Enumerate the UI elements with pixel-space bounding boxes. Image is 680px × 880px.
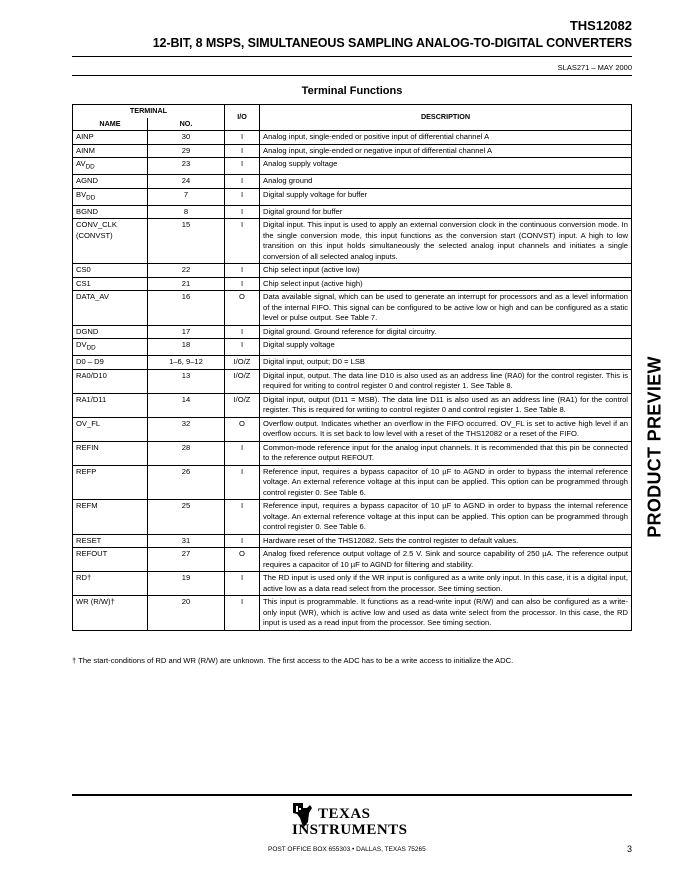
terminal-name	[73, 158, 148, 175]
table-row	[73, 572, 632, 596]
header-rule-2	[72, 75, 632, 76]
description-header: DESCRIPTION	[260, 105, 632, 131]
terminal-number: 16	[148, 291, 225, 326]
table-row	[73, 131, 632, 145]
terminal-io: I	[225, 534, 260, 548]
terminal-description: Chip select input (active high)	[260, 277, 632, 291]
terminal-name	[73, 548, 148, 572]
terminal-io: I	[225, 158, 260, 175]
terminal-io: I/O/Z	[225, 369, 260, 393]
terminal-number: 26	[148, 465, 225, 500]
terminal-description: Analog input, single-ended or negative input of differential channel A	[260, 144, 632, 158]
terminal-number: 29	[148, 144, 225, 158]
terminal-name-text: REFP	[76, 466, 97, 476]
terminal-name	[73, 325, 148, 339]
terminal-description: Analog fixed reference output voltage of 2.5 V. Sink and source capability of 250 µA. The reference output requires a capacitor of 10 µF to AGND for filtering and stability.	[260, 548, 632, 572]
table-row	[73, 548, 632, 572]
ti-wordmark	[292, 806, 408, 838]
terminal-description: Digital supply voltage for buffer	[260, 188, 632, 205]
table-row	[73, 596, 632, 631]
page-number: 3	[626, 844, 632, 854]
no-header: NO.	[148, 118, 225, 131]
table-row	[73, 277, 632, 291]
io-header: I/O	[225, 105, 260, 131]
terminal-io: I	[225, 175, 260, 189]
terminal-io: O	[225, 548, 260, 572]
terminal-name-text: AGND	[76, 176, 98, 186]
table-row	[73, 534, 632, 548]
terminal-io: I	[225, 205, 260, 219]
terminal-name-text: WR (R/W)†	[76, 597, 115, 607]
terminal-name	[73, 175, 148, 189]
table-row	[73, 417, 632, 441]
table-row	[73, 188, 632, 205]
terminal-io: I	[225, 596, 260, 631]
terminal-description: Reference input, requires a bypass capacitor of 10 µF to AGND in order to bypass the internal reference voltage. An external reference voltage at this input can be applied. This option can be programmed through control register 0. See Table 6.	[260, 500, 632, 535]
terminal-name-text: CS1	[76, 278, 91, 288]
terminal-description: Analog ground	[260, 175, 632, 189]
terminal-name	[73, 441, 148, 465]
terminal-io: I	[225, 325, 260, 339]
table-body	[73, 131, 632, 631]
terminal-name-text: AINP	[76, 132, 94, 141]
table-row	[73, 325, 632, 339]
footer-address: POST OFFICE BOX 655303 • DALLAS, TEXAS 75265	[268, 846, 426, 853]
terminal-description: Digital input, output (D11 = MSB). The data line D11 is also used as an address line (RA1) for the control register. This is required for writing to control register 0 and control register 1. See Table 8.	[260, 393, 632, 417]
terminal-number: 13	[148, 369, 225, 393]
terminal-name	[73, 131, 148, 145]
terminal-description: Digital input, output. The data line D10 is also used as an address line (RA0) for the control register. This is required for writing to control register 0 and control register 1. See Table 8.	[260, 369, 632, 393]
table-row	[73, 205, 632, 219]
document-title: 12-BIT, 8 MSPS, SIMULTANEOUS SAMPLING ANALOG-TO-DIGITAL CONVERTERS	[152, 36, 632, 50]
terminal-io: I	[225, 219, 260, 264]
terminal-description: Hardware reset of the THS12082. Sets the control register to default values.	[260, 534, 632, 548]
terminal-io: I	[225, 339, 260, 356]
terminal-name	[73, 144, 148, 158]
terminal-number: 22	[148, 264, 225, 278]
terminal-number: 20	[148, 596, 225, 631]
terminal-description: This input is programmable. It functions as a read-write input (R/W) and can also be configured as a write-only input (WR), which is active low and used as data write select from the processor. In this case, the RD input is used as a read input from the processor. See timing section.	[260, 596, 632, 631]
terminal-io: I	[225, 264, 260, 278]
terminal-number: 1–6, 9–12	[148, 356, 225, 370]
table-row	[73, 393, 632, 417]
terminal-name-text: CONV_CLK (CONVST)	[76, 220, 117, 240]
terminal-io: O	[225, 291, 260, 326]
terminal-io: I	[225, 277, 260, 291]
terminal-number: 30	[148, 131, 225, 145]
table-row	[73, 500, 632, 535]
terminal-name	[73, 572, 148, 596]
terminal-name-subscript: DD	[85, 163, 95, 171]
table-row	[73, 144, 632, 158]
part-number: THS12082	[569, 18, 632, 33]
terminal-name	[73, 277, 148, 291]
terminal-number: 31	[148, 534, 225, 548]
terminal-name	[73, 339, 148, 356]
terminal-name-text: AINM	[76, 145, 95, 155]
terminal-name-text: CS0	[76, 265, 91, 275]
terminal-name-text: REFM	[76, 501, 98, 511]
terminal-number: 23	[148, 158, 225, 175]
terminal-name-subscript: DD	[86, 344, 96, 352]
terminal-description: Overflow output. Indicates whether an overflow in the FIFO occurred. OV_FL is set to active high level if an overflow occurs. It is set back to low level with a reset of the THS12082 or a reset of the FIFO.	[260, 417, 632, 441]
terminal-header: TERMINAL	[73, 105, 225, 118]
terminal-name-text: DV	[76, 340, 87, 350]
terminal-name-text: RA1/D11	[76, 394, 107, 404]
terminal-name-text: D0 – D9	[76, 357, 104, 367]
product-preview-text: PRODUCT PREVIEW	[644, 356, 665, 538]
terminal-io: I/O/Z	[225, 356, 260, 370]
terminal-name	[73, 534, 148, 548]
terminal-io: I	[225, 441, 260, 465]
terminal-io: I	[225, 188, 260, 205]
terminal-name	[73, 417, 148, 441]
terminal-number: 32	[148, 417, 225, 441]
terminal-name	[73, 264, 148, 278]
terminal-number: 7	[148, 188, 225, 205]
table-row	[73, 158, 632, 175]
table-row	[73, 264, 632, 278]
terminal-number: 21	[148, 277, 225, 291]
document-id: SLAS271 – MAY 2000	[557, 63, 632, 72]
table-row	[73, 219, 632, 264]
terminal-number: 14	[148, 393, 225, 417]
terminal-name	[73, 188, 148, 205]
terminal-name-text: RA0/D10	[76, 370, 107, 380]
header-rule	[72, 56, 632, 57]
terminal-name	[73, 219, 148, 264]
ti-wordmark-line1: TEXAS	[318, 806, 371, 822]
terminal-description: Digital ground for buffer	[260, 205, 632, 219]
terminal-functions-table	[72, 104, 632, 631]
terminal-name-text: BGND	[76, 206, 98, 216]
terminal-description: Digital input. This input is used to apply an external conversion clock in the continuous conversion mode. In the single conversion mode, this input functions as the conversion start (CONVST) input. A high to low transition on this input holds simultaneously the selected analog input channels and initiates a single conversion of all selected analog inputs.	[260, 219, 632, 264]
terminal-number: 27	[148, 548, 225, 572]
terminal-description: Common-mode reference input for the analog input channels. It is recommended that this pin be connected to the reference output REFOUT.	[260, 441, 632, 465]
terminal-name-text: DGND	[76, 326, 99, 336]
terminal-name-text: AV	[76, 159, 86, 168]
table-row	[73, 339, 632, 356]
terminal-description: Data available signal, which can be used to generate an interrupt for processors and as a level information of the internal FIFO. This signal can be configured to be active low or high and can be configured as a static level or pulse output. See Table 7.	[260, 291, 632, 326]
terminal-io: I	[225, 500, 260, 535]
terminal-number: 28	[148, 441, 225, 465]
terminal-name	[73, 369, 148, 393]
terminal-name-subscript: DD	[86, 194, 96, 202]
table-row	[73, 291, 632, 326]
terminal-name-text: DATA_AV	[76, 292, 109, 302]
terminal-name-text: BV	[76, 189, 87, 199]
footer-rule	[72, 794, 632, 796]
terminal-name	[73, 291, 148, 326]
terminal-name-text: RD†	[76, 573, 92, 583]
terminal-name-text: REFOUT	[76, 549, 108, 559]
terminal-description: The RD input is used only if the WR input is configured as a write only input. In this case, it is a digital input, active low as a data read select from the processor. See timing section.	[260, 572, 632, 596]
table-title: Terminal Functions	[301, 85, 403, 97]
terminal-number: 17	[148, 325, 225, 339]
terminal-name-text: REFIN	[76, 442, 99, 452]
terminal-io: I	[225, 572, 260, 596]
table-row	[73, 356, 632, 370]
terminal-io: O	[225, 417, 260, 441]
terminal-number: 24	[148, 175, 225, 189]
terminal-io: I	[225, 131, 260, 145]
terminal-name	[73, 356, 148, 370]
terminal-description: Digital input, output; D0 = LSB	[260, 356, 632, 370]
name-header: NAME	[73, 118, 148, 131]
terminal-io: I	[225, 144, 260, 158]
table-row	[73, 441, 632, 465]
terminal-name-text: OV_FL	[76, 418, 101, 428]
terminal-description: Digital ground. Ground reference for digital circuitry.	[260, 325, 632, 339]
terminal-number: 8	[148, 205, 225, 219]
terminal-description: Reference input, requires a bypass capacitor of 10 µF to AGND in order to bypass the internal reference voltage. An external reference voltage at this input can be applied. This option can be programmed through control register 0. See Table 6.	[260, 465, 632, 500]
terminal-number: 25	[148, 500, 225, 535]
product-preview-label	[641, 352, 669, 542]
terminal-number: 15	[148, 219, 225, 264]
terminal-name	[73, 596, 148, 631]
table-row	[73, 175, 632, 189]
terminal-number: 19	[148, 572, 225, 596]
terminal-name	[73, 500, 148, 535]
terminal-name-text: RESET	[76, 535, 102, 545]
terminal-name	[73, 465, 148, 500]
terminal-io: I/O/Z	[225, 393, 260, 417]
terminal-description: Analog supply voltage	[260, 158, 632, 175]
terminal-name	[73, 205, 148, 219]
table-row	[73, 369, 632, 393]
terminal-description: Chip select input (active low)	[260, 264, 632, 278]
terminal-description: Analog input, single-ended or positive input of differential channel A	[260, 131, 632, 145]
terminal-number: 18	[148, 339, 225, 356]
terminal-description: Digital supply voltage	[260, 339, 632, 356]
terminal-name	[73, 393, 148, 417]
terminal-io: I	[225, 465, 260, 500]
table-row	[73, 465, 632, 500]
footnote: † The start-conditions of RD and WR (R/W) are unknown. The first access to the ADC has to be a write access to initialize the ADC.	[72, 656, 514, 665]
ti-wordmark-line2: INSTRUMENTS	[292, 822, 408, 838]
